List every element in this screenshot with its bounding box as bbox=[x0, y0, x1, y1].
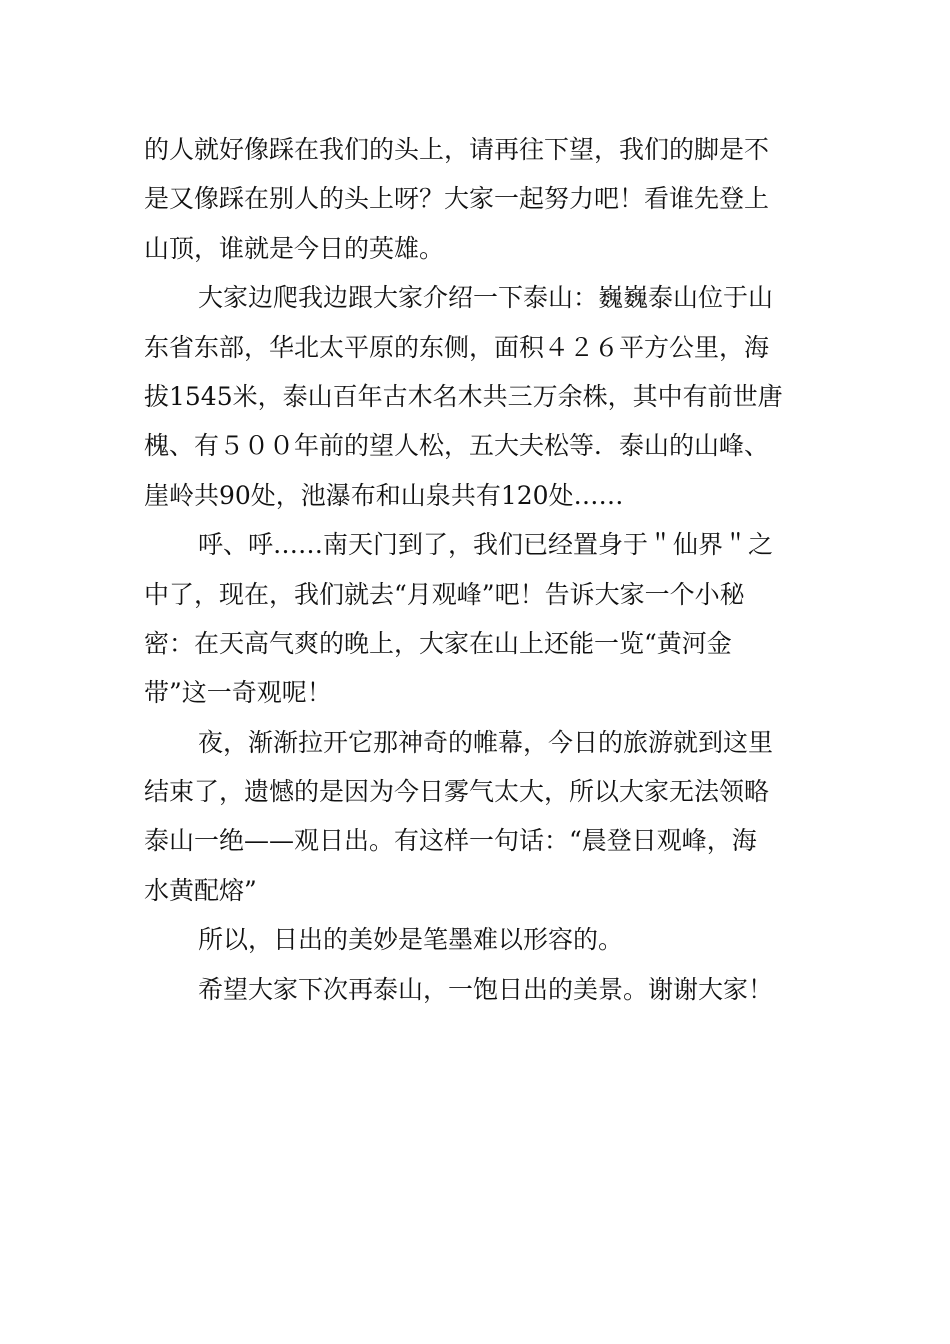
text-line: 水黄配熔” bbox=[144, 875, 257, 905]
text-line: 山顶，谁就是今日的英雄。 bbox=[144, 233, 445, 263]
text-line: 的人就好像踩在我们的头上，请再往下望，我们的脚是不 bbox=[144, 135, 770, 164]
text-line: 拔1545米，泰山百年古木名木共三万余株，其中有前世唐 bbox=[144, 381, 783, 411]
paragraph-start-line: 希望大家下次再泰山，一饱日出的美景。谢谢大家！ bbox=[198, 974, 774, 1004]
text-line: 泰山一绝——观日出。有这样一句话：“晨登日观峰，海 bbox=[144, 826, 757, 856]
paragraph-start-line: 夜，渐渐拉开它那神奇的帷幕，今日的旅游就到这里 bbox=[198, 727, 774, 757]
text-line: 密：在天高气爽的晚上，大家在山上还能一览“黄河金 bbox=[144, 628, 732, 658]
text-line: 带”这一奇观呢！ bbox=[144, 678, 332, 708]
paragraph-start-line: 呼、呼……南天门到了，我们已经置身于＂仙界＂之 bbox=[198, 530, 774, 560]
text-line: 东省东部，华北太平原的东侧，面积４２６平方公里，海 bbox=[144, 332, 770, 362]
text-line: 是又像踩在别人的头上呀？大家一起努力吧！看谁先登上 bbox=[144, 184, 770, 214]
text-line: 崖岭共90处，池瀑布和山泉共有120处…… bbox=[144, 480, 624, 510]
document-body bbox=[144, 125, 808, 1014]
text-line: 结束了，遗憾的是因为今日雾气太大，所以大家无法领略 bbox=[144, 777, 770, 807]
text-line: 中了，现在，我们就去“月观峰”吧！告诉大家一个小秘 bbox=[144, 579, 745, 609]
paragraph-start-line: 大家边爬我边跟大家介绍一下泰山：巍巍泰山位于山 bbox=[198, 283, 774, 313]
paragraph-start-line: 所以，日出的美妙是笔墨难以形容的。 bbox=[198, 925, 624, 955]
text-line: 槐、有５００年前的望人松，五大夫松等．泰山的山峰、 bbox=[144, 431, 770, 461]
